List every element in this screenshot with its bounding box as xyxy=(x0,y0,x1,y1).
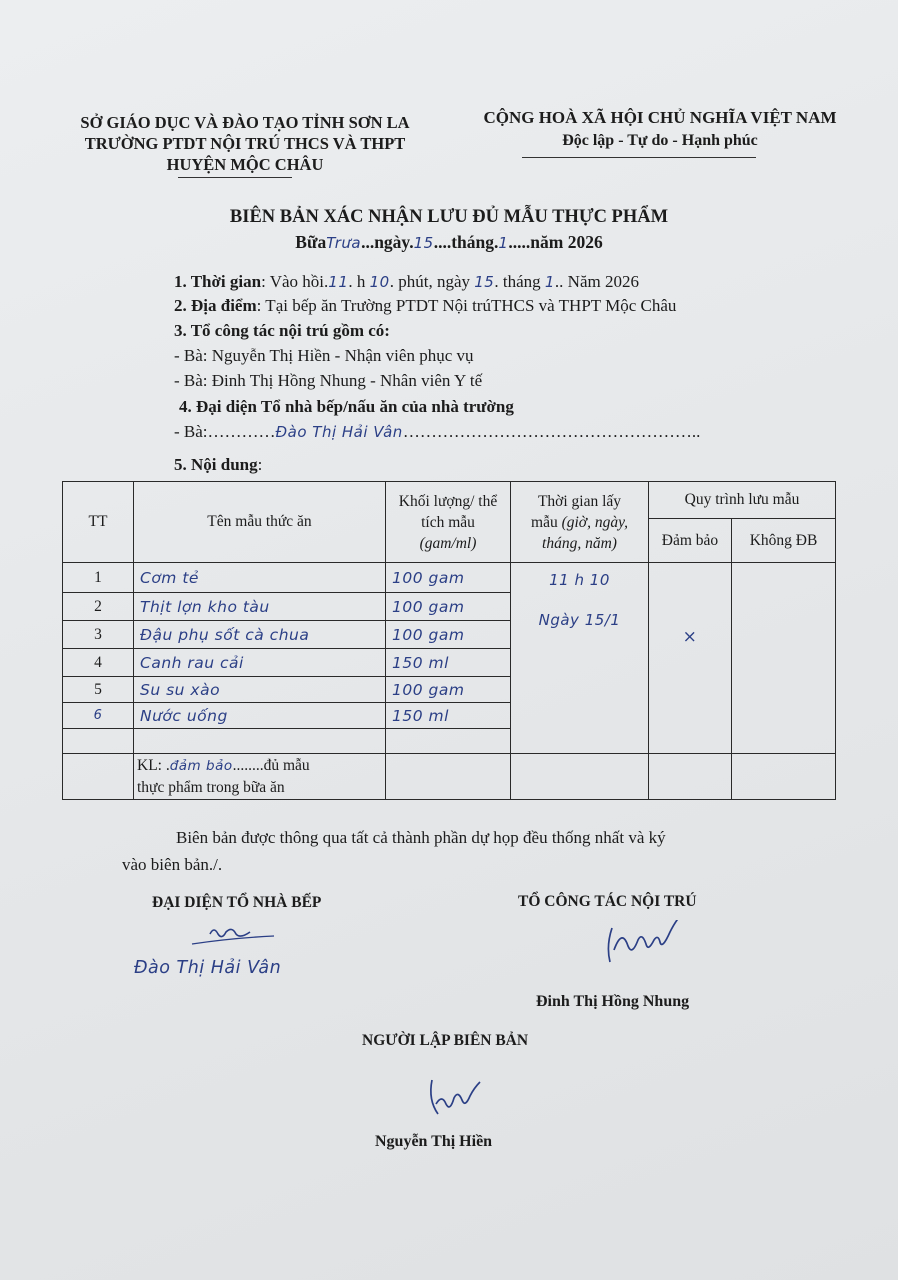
time-month: 1 xyxy=(544,273,555,291)
team-member-2: - Bà: Đinh Thị Hồng Nhung - Nhân viên Y tế xyxy=(174,371,483,390)
table-row: 4 Canh rau cải 150 ml xyxy=(63,649,836,677)
month-value: 1 xyxy=(498,234,509,252)
header-tt: TT xyxy=(63,482,134,563)
time-day: 15 xyxy=(474,273,495,291)
food-sample-table xyxy=(62,481,836,800)
time-hour: 11 xyxy=(328,273,349,291)
time-minute: 10 xyxy=(369,273,390,291)
meal-date-line: BữaTrưa...ngày.15....tháng.1.....năm 2026 xyxy=(295,232,603,252)
team-member-1: - Bà: Nguyễn Thị Hiền - Nhận viên phục vụ xyxy=(174,346,474,365)
day-value: 15 xyxy=(413,234,434,252)
ensure-mark: × xyxy=(682,627,698,647)
table-row: 5 Su su xào 100 gam xyxy=(63,677,836,703)
agency-line-2: TRƯỜNG PTDT NỘI TRÚ THCS VÀ THPT xyxy=(84,134,406,153)
nation-name: CỘNG HOÀ XÃ HỘI CHỦ NGHĨA VIỆT NAM xyxy=(483,108,837,127)
section-team: 3. Tổ công tác nội trú gồm có: xyxy=(174,321,390,340)
maker-sign-name: Nguyễn Thị Hiền xyxy=(375,1133,493,1150)
table-header-row xyxy=(63,482,836,519)
header-weight: Khối lượng/ thể tích mẫu (gam/ml) xyxy=(386,482,511,563)
kitchen-representative: - Bà:…………Đào Thị Hải Vân…………………………………………….. xyxy=(174,422,701,441)
sample-time-cell: 11 h 10 Ngày 15/1 xyxy=(511,563,649,754)
header-ensure: Đảm bảo xyxy=(649,519,732,563)
section-content: 5. Nội dung: xyxy=(174,455,263,474)
meal-value: Trưa xyxy=(326,234,362,252)
kitchen-sign-title: ĐẠI DIỆN TỔ NHÀ BẾP xyxy=(152,894,322,911)
header-food-name: Tên mẫu thức ăn xyxy=(134,482,386,563)
national-heading xyxy=(450,108,870,150)
team-sign-name: Đinh Thị Hồng Nhung xyxy=(536,993,690,1010)
table-row: 6 Nước uống 150 ml xyxy=(63,703,836,729)
closing-line-2: vào biên bản./. xyxy=(122,855,223,874)
issuing-agency xyxy=(40,112,450,175)
header-process: Quy trình lưu mẫu xyxy=(649,482,836,519)
table-row: 1 Cơm tẻ 100 gam 11 h 10 Ngày 15/1 × xyxy=(63,563,836,593)
kitchen-sign-name: Đào Thị Hải Vân xyxy=(134,958,282,978)
team-signature xyxy=(594,920,714,970)
not-ensure-cell xyxy=(732,563,836,754)
maker-signature xyxy=(418,1074,508,1122)
maker-sign-title: NGƯỜI LẬP BIÊN BẢN xyxy=(362,1032,529,1049)
table-row: 3 Đậu phụ sốt cà chua 100 gam xyxy=(63,621,836,649)
agency-line-1: SỞ GIÁO DỤC VÀ ĐÀO TẠO TỈNH SƠN LA xyxy=(80,113,410,132)
nation-motto: Độc lập - Tự do - Hạnh phúc xyxy=(562,132,758,149)
agency-underline xyxy=(178,177,292,178)
conclusion-cell: KL: .đảm bảo........đủ mẫu thực phẩm trong bữa ăn xyxy=(134,754,386,800)
section-time: 1. Thời gian: Vào hồi.11. h 10. phút, ngày 15. tháng 1.. Năm 2026 xyxy=(174,272,639,291)
section-kitchen: 4. Đại diện Tổ nhà bếp/nấu ăn của nhà trường xyxy=(179,397,514,416)
document-title: BIÊN BẢN XÁC NHẬN LƯU ĐỦ MẪU THỰC PHẨM xyxy=(229,207,669,227)
ensure-cell xyxy=(649,563,732,754)
header-not-ensure: Không ĐB xyxy=(732,519,836,563)
kitchen-signature xyxy=(178,918,278,948)
motto-underline xyxy=(522,157,756,158)
table-conclusion-row xyxy=(63,754,836,800)
kitchen-rep-name: Đào Thị Hải Vân xyxy=(275,423,403,441)
table-row: 2 Thịt lợn kho tàu 100 gam xyxy=(63,593,836,621)
conclusion-value: đảm bảo xyxy=(169,757,233,774)
agency-line-3: HUYỆN MỘC CHÂU xyxy=(166,155,324,174)
header-sample-time: Thời gian lấy mẫu (giờ, ngày, tháng, năm) xyxy=(511,482,649,563)
section-place: 2. Địa điểm: Tại bếp ăn Trường PTDT Nội trúTHCS và THPT Mộc Châu xyxy=(174,296,677,315)
team-sign-title: TỔ CÔNG TÁC NỘI TRÚ xyxy=(518,893,697,910)
closing-line-1: Biên bản được thông qua tất cả thành phần dự họp đều thống nhất và ký xyxy=(176,828,666,847)
